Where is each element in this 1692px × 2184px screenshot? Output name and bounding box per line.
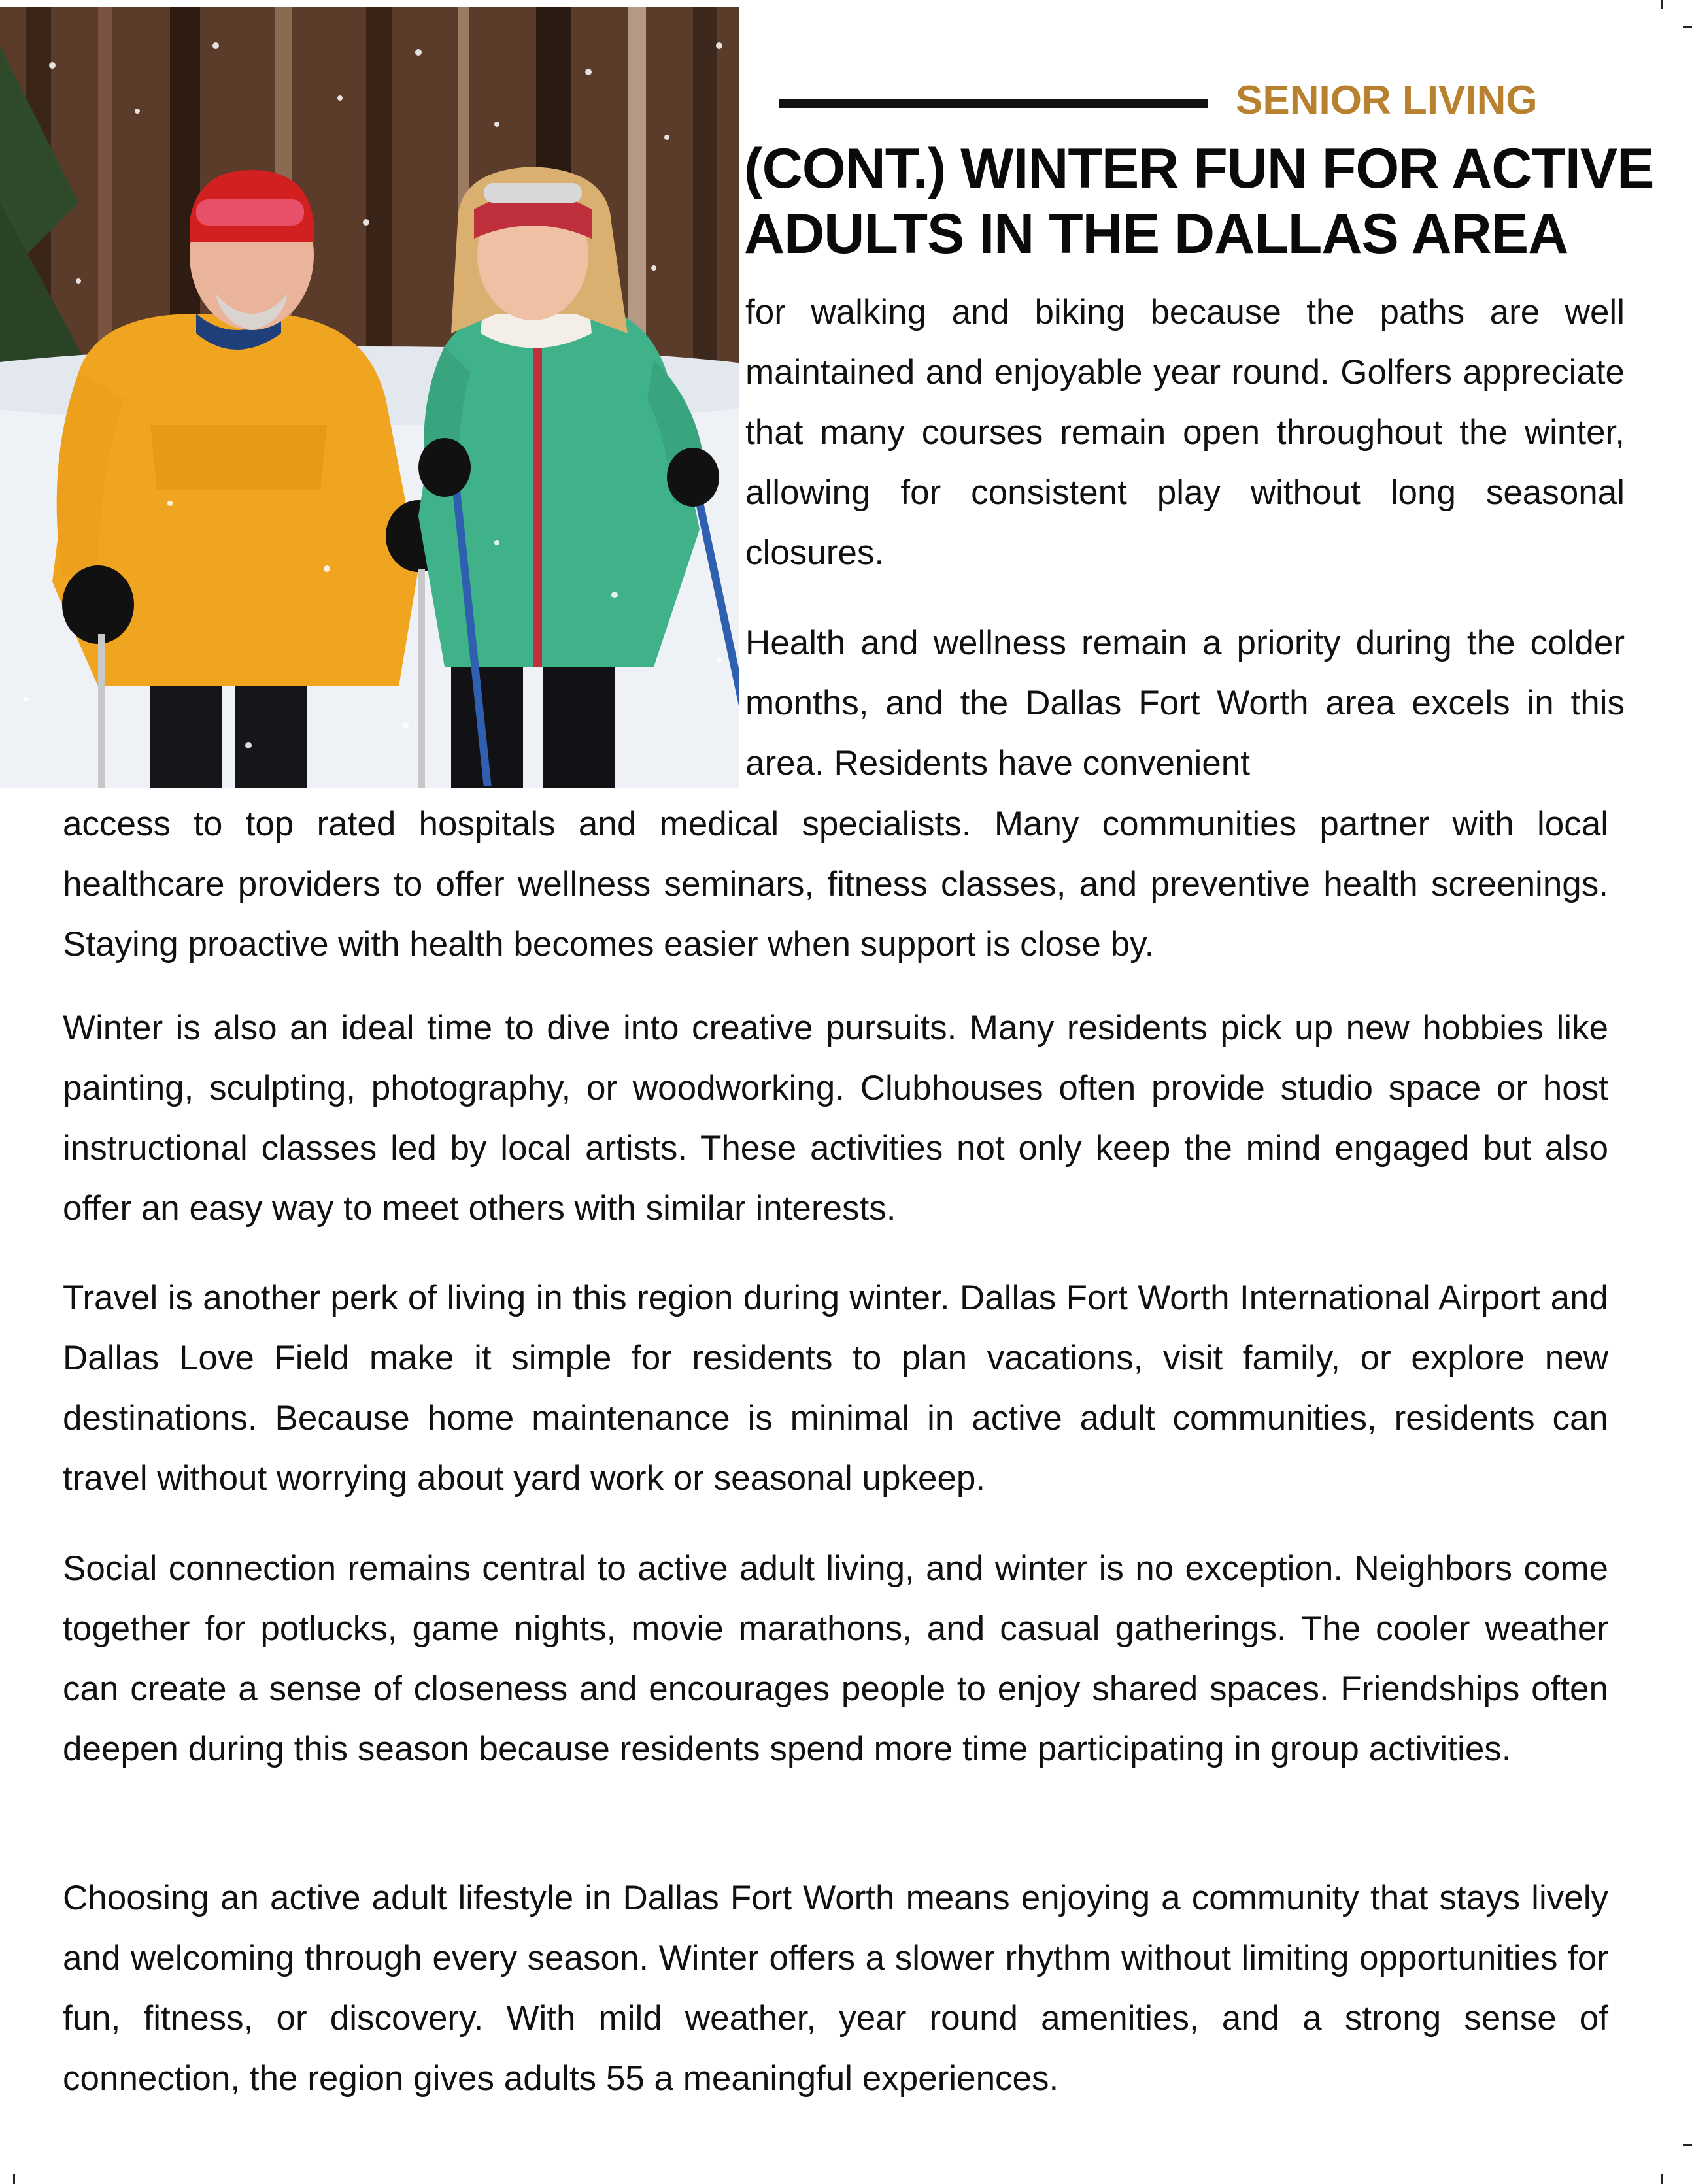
paragraph-1: for walking and biking because the paths are well maintained and enjoyable year round. Golfers appreciate that many courses remain open throughout the winter, allowing for consistent play without long seasonal closures. [745, 293, 1625, 572]
crop-mark-right-bottom [1683, 2144, 1692, 2146]
paragraph-5: Social connection remains central to active adult living, and winter is no exception. Neighbors come together for potlucks, game nights, movie marathons, and casual gatherings. The cooler weather can create a sense of closeness and encourages people to enjoy shared spaces. Friendships often deepen during this season because residents spend more time participating in group activities. [63, 1549, 1608, 1768]
paragraph-4: Travel is another perk of living in this region during winter. Dallas Fort Worth International Airport and Dallas Love Field make it simple for residents to plan vacations, visit family, or explore new destinations. Because home maintenance is minimal in active adult communities, residents can travel without worrying about yard work or seasonal upkeep. [63, 1279, 1608, 1498]
headline-line-1: (CONT.) WINTER FUN FOR ACTIVE [744, 137, 1654, 200]
crop-mark-top-right [1661, 0, 1663, 9]
paragraph-2-start: Health and wellness remain a priority during the colder months, and the Dallas Fort Worth area excels in this area. Residents have convenient [745, 624, 1625, 782]
article-photo [0, 7, 739, 788]
headline-line-2: ADULTS IN THE DALLAS AREA [744, 203, 1568, 265]
paragraph-6: Choosing an active adult lifestyle in Dallas Fort Worth means enjoying a community that stays lively and welcoming through every season. Winter offers a slower rhythm without limiting opportunities for fun, fitness, or discovery. With mild weather, year round amenities, and a strong sense of connection, the region gives adults 55 a meaningful experiences. [63, 1879, 1608, 2098]
crop-mark-bottom-left [13, 2174, 15, 2184]
section-label-rule [779, 99, 1208, 108]
section-label: SENIOR LIVING [1236, 78, 1538, 123]
crop-mark-bottom-right [1661, 2174, 1663, 2184]
winter-couple-illustration [0, 7, 739, 788]
article-headline [744, 136, 1672, 267]
crop-mark-right-top [1683, 26, 1692, 28]
paragraph-3: Winter is also an ideal time to dive into creative pursuits. Many residents pick up new hobbies like painting, sculpting, photography, or woodworking. Clubhouses often provide studio space or host instructional classes led by local artists. These activities not only keep the mind engaged but also offer an easy way to meet others with similar interests. [63, 1009, 1608, 1228]
paragraph-2-end: access to top rated hospitals and medical specialists. Many communities partner with local healthcare providers to offer wellness seminars, fitness classes, and preventive health screenings. Staying proactive with health becomes easier when support is close by. [63, 805, 1608, 964]
